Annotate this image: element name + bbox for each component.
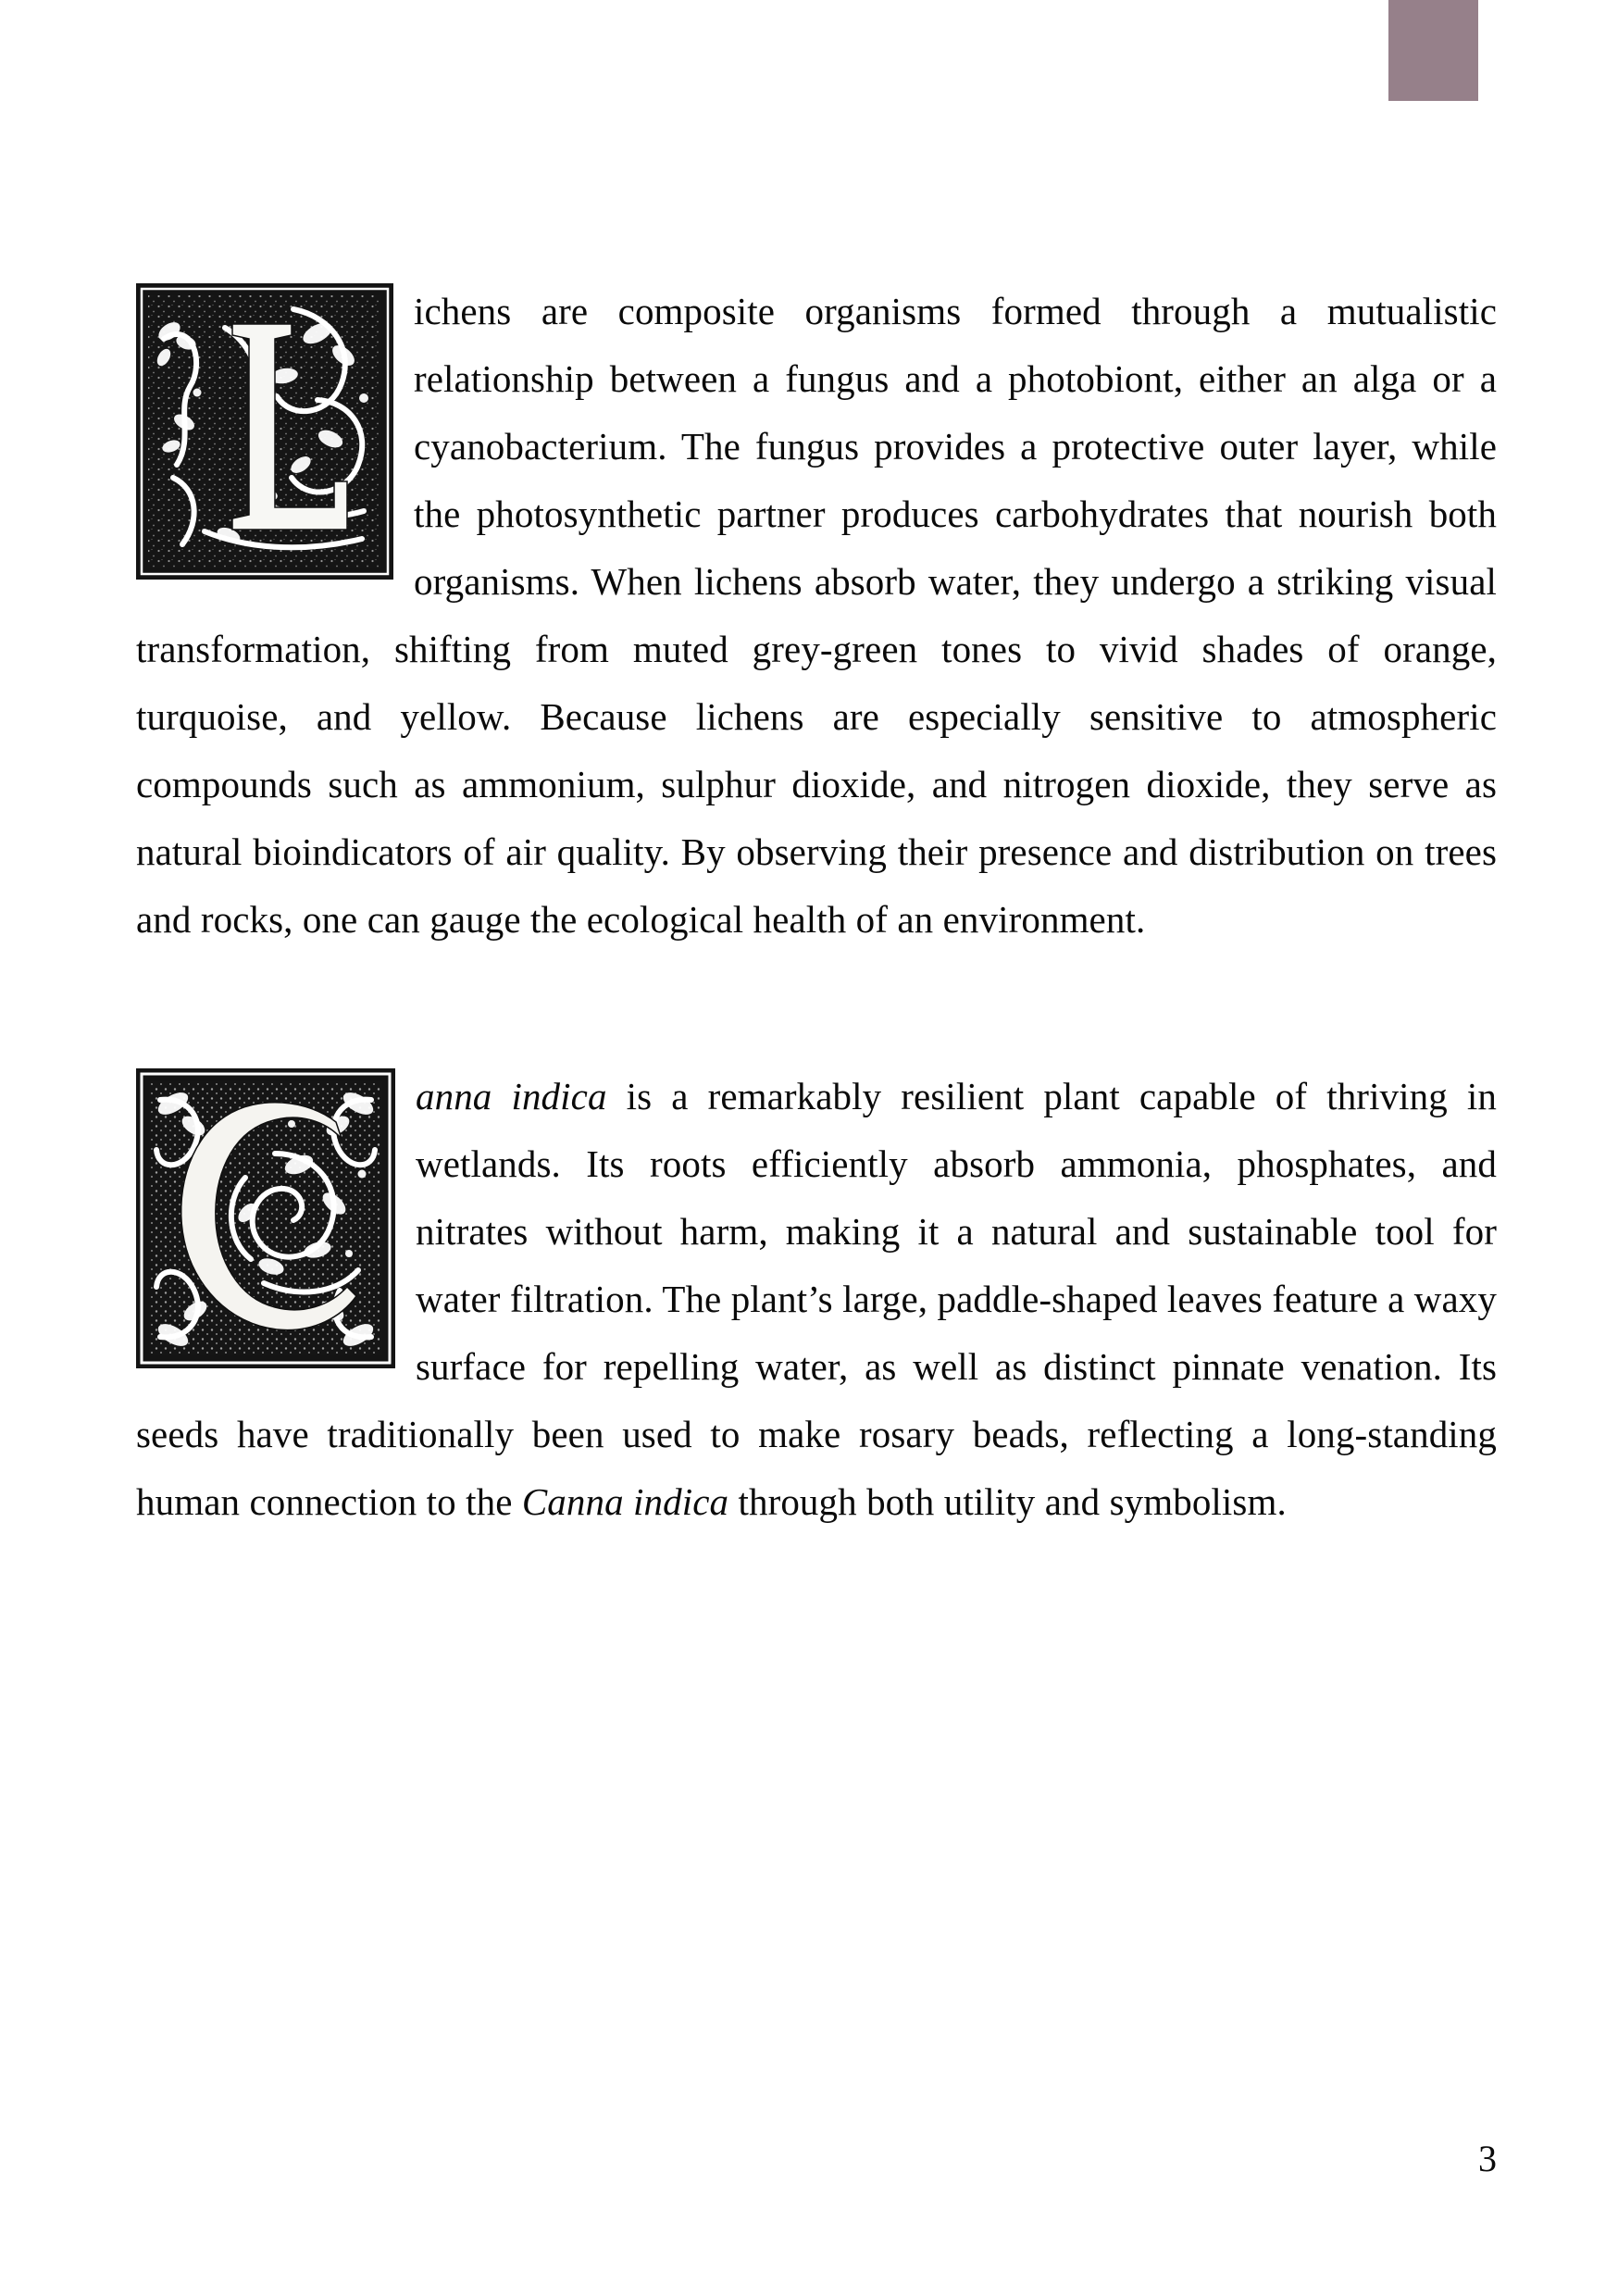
text-column — [136, 278, 1497, 1535]
paragraph-canna-italic-lead: anna indica — [416, 1074, 607, 1117]
paragraph-canna-indica — [136, 1063, 1497, 1536]
dropcap-initial-L — [136, 283, 393, 580]
page-number: 3 — [1478, 2138, 1497, 2179]
paragraph-canna-text-end: through both utility and symbolism. — [728, 1479, 1287, 1523]
dropcap-initial-C — [136, 1068, 395, 1368]
paragraph-lichens-text: ichens are composite organisms formed through a mutualistic relationship between a fungus and a photobiont, either an alga or a cyanobacterium. The fungus provides a protective outer layer, while the photosynthetic partner produces carbohydrates that nourish both organisms. When lichens absorb water, they undergo a striking visual transformation, shifting from muted grey-green tones to vivid shades of orange, turquoise, and yellow. Because lichens are especially sensitive to atmospheric compounds such as ammonium, sulphur dioxide, and nitrogen dioxide, they serve as natural bioindicators of air quality. By observing their presence and distribution on trees and rocks, one can gauge the ecological health of an environment. — [136, 290, 1497, 941]
paragraph-canna-text-middle: is a remarkably resilient plant capable of thriving in wetlands. Its roots efficiently absorb ammonia, phosphates, and nitrates without harm, making it a natural and sustainable tool for water filtration. The plant’s large, paddle-shaped leaves feature a waxy surface for repelling water, as well as distinct pinnate venation. Its seeds have traditionally been used to make rosary beads, reflecting a long-standing human connection to the — [136, 1074, 1498, 1523]
paragraph-lichens — [136, 278, 1497, 954]
corner-decoration-block — [1388, 0, 1478, 101]
paragraph-canna-italic-tail: Canna indica — [521, 1479, 729, 1523]
